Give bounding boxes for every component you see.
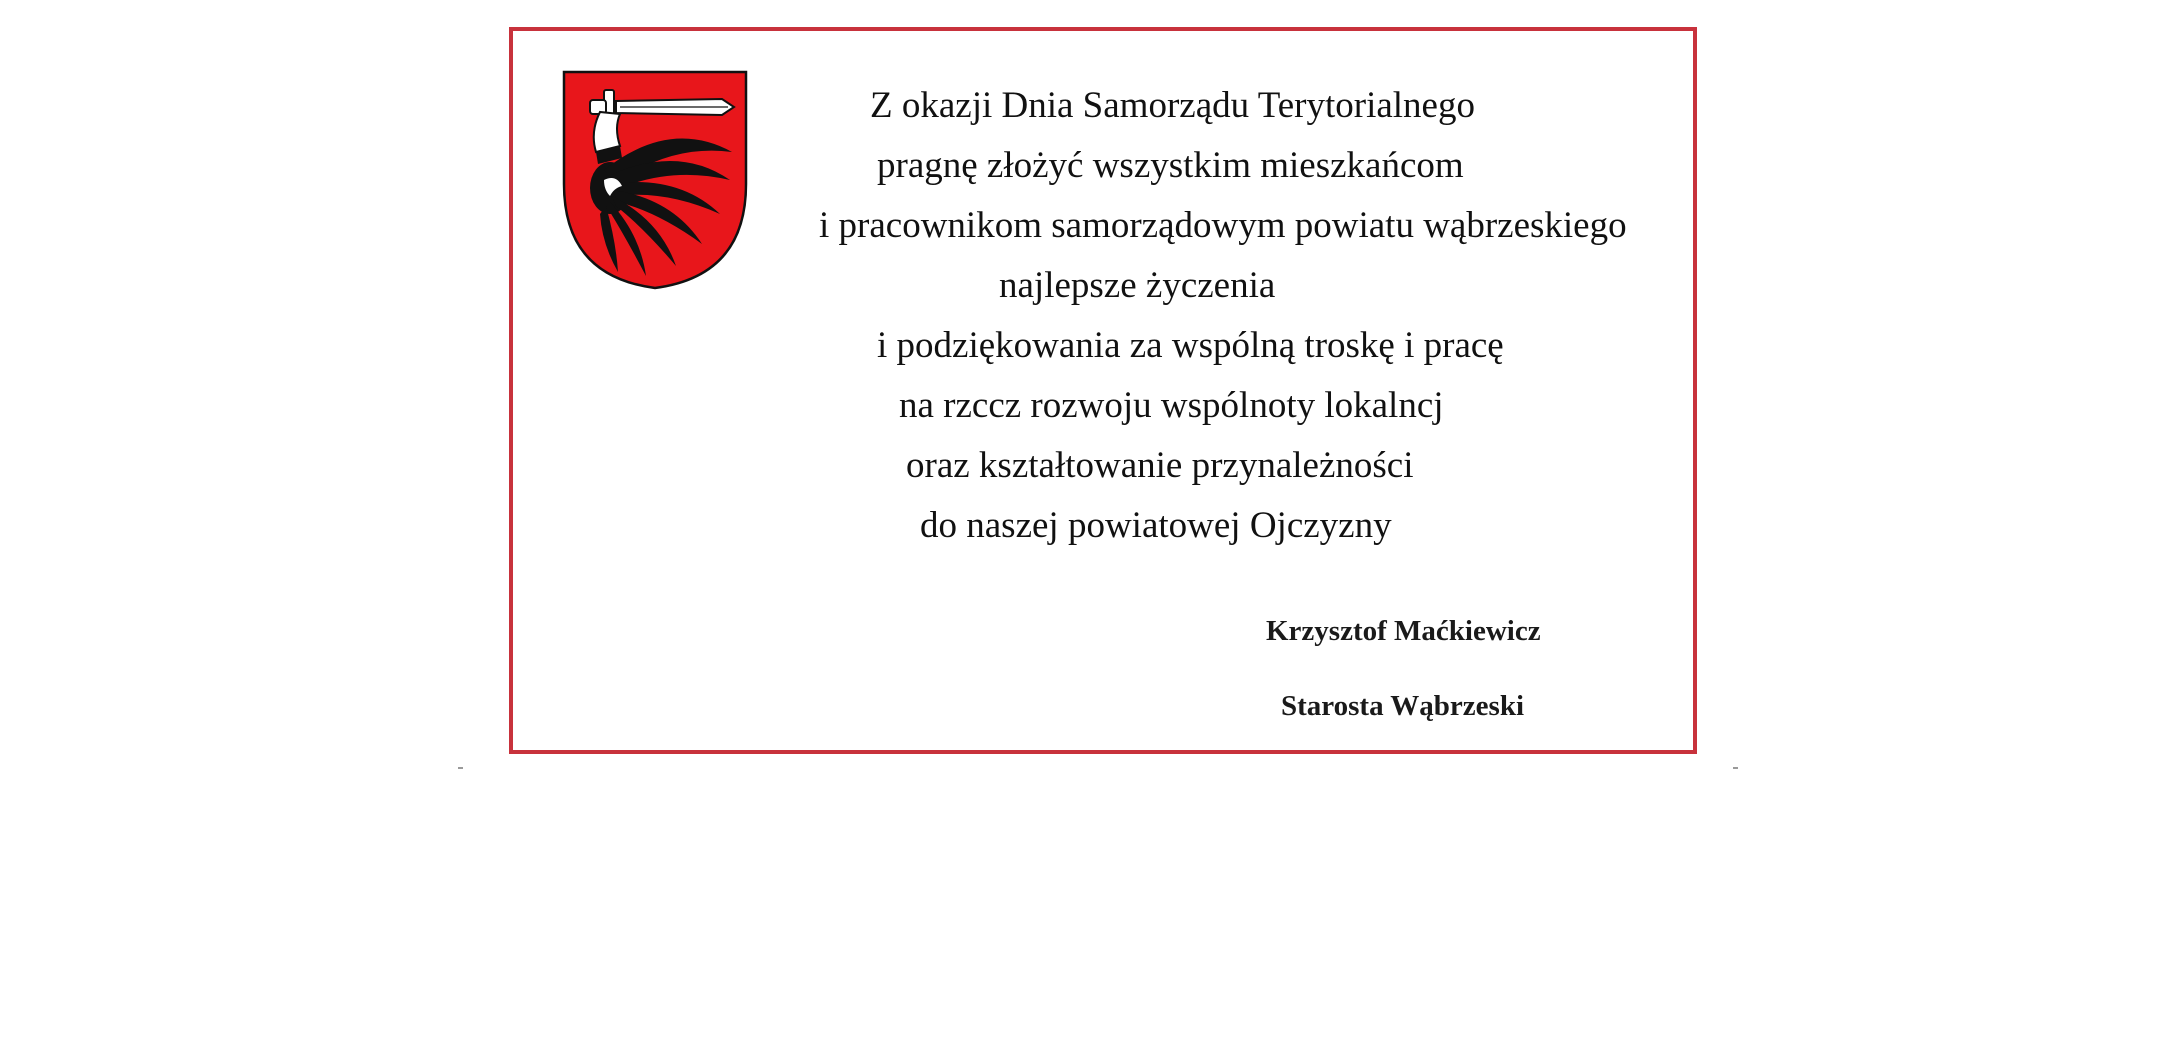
signature-title: Starosta Wąbrzeski <box>1281 690 1525 722</box>
greeting-line: i pracownikom samorządowym powiatu wąbrzeskiego <box>819 205 1627 246</box>
greeting-line: na rzccz rozwoju wspólnoty lokalncj <box>899 385 1444 426</box>
greeting-line: i podziękowania za wspólną troskę i pracę <box>877 325 1504 366</box>
signature-name: Krzysztof Maćkiewicz <box>1266 615 1541 647</box>
corner-mark <box>1733 767 1738 769</box>
corner-mark <box>458 767 463 769</box>
greeting-line: oraz kształtowanie przynależności <box>906 445 1414 486</box>
coat-of-arms-icon <box>560 66 750 292</box>
greeting-card <box>509 27 1697 754</box>
crest-arm <box>594 112 622 164</box>
greeting-message <box>753 76 1653 556</box>
greeting-line: pragnę złożyć wszystkim mieszkańcom <box>877 145 1464 186</box>
greeting-line: najlepsze życzenia <box>999 265 1276 306</box>
greeting-line: do naszej powiatowej Ojczyzny <box>920 505 1392 546</box>
greeting-line: Z okazji Dnia Samorządu Terytorialnego <box>870 85 1475 126</box>
